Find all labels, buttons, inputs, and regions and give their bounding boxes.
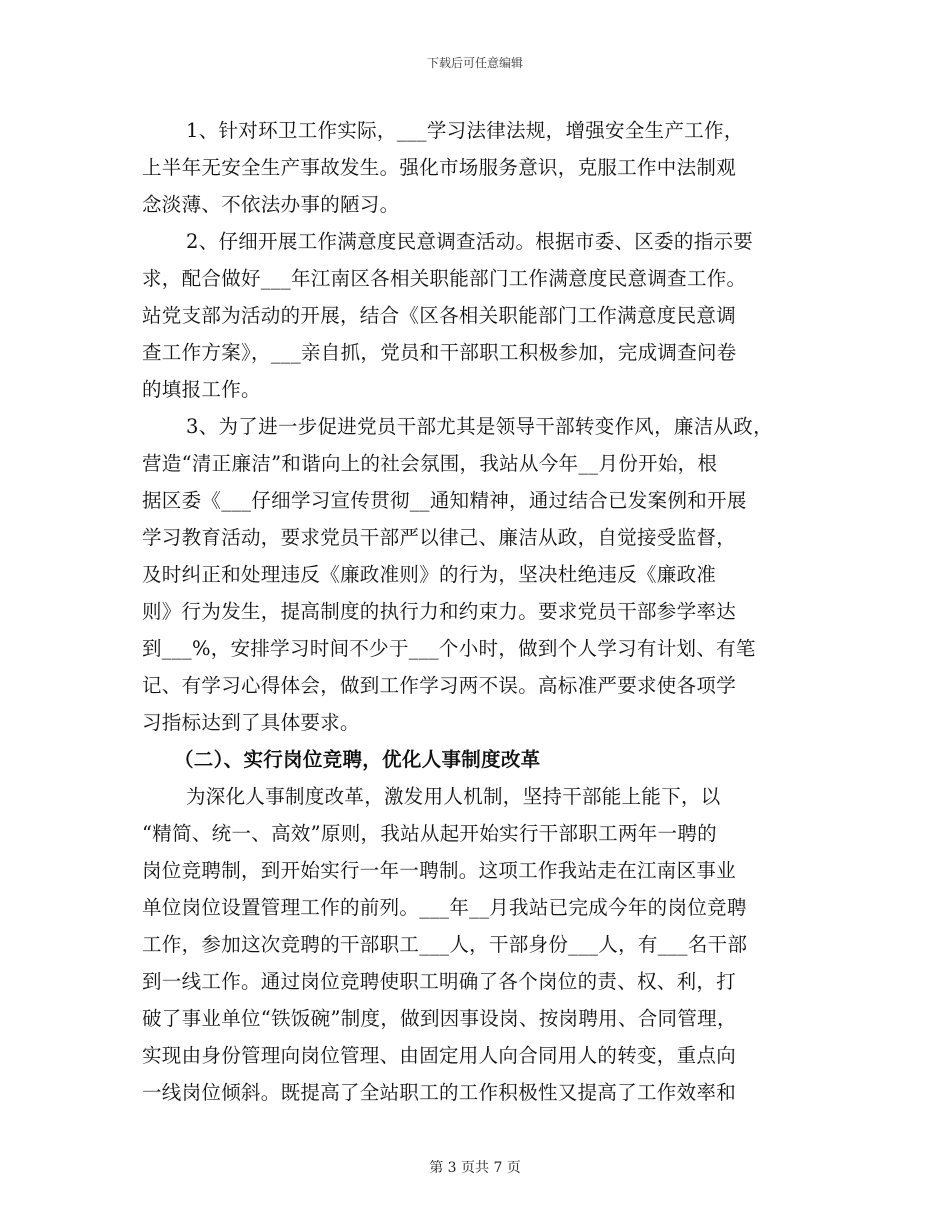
text-line: 营造“清正廉洁”和谐向上的社会氛围，我站从今年__月份开始，根: [142, 452, 718, 475]
text-line: 学习教育活动，要求党员干部严以律己、廉洁从政，自觉接受监督，: [142, 526, 737, 549]
text-line: 的填报工作。: [142, 378, 261, 401]
text-line: 1、针对环卫工作实际，___学习法律法规，增强安全生产工作，: [186, 119, 744, 142]
text-line: 破了事业单位“铁饭碗”制度，做到因事设岗、按岗聘用、合同管理，: [142, 1007, 737, 1030]
text-line: 记、有学习心得体会，做到工作学习两不误。高标准严要求使各项学: [142, 674, 737, 697]
text-line: 3、为了进一步促进党员干部尤其是领导干部转变作风，廉洁从政，: [186, 415, 773, 438]
text-line: 单位岗位设置管理工作的前列。___年__月我站已完成今年的岗位竞聘: [142, 896, 747, 919]
text-line: 据区委《___仔细学习宣传贯彻__通知精神，通过结合已发案例和开展: [142, 489, 747, 512]
text-line: 2、仔细开展工作满意度民意调查活动。根据市委、区委的指示要: [186, 230, 754, 253]
page-header: 下载后可任意编辑: [426, 56, 523, 70]
text-line: 及时纠正和处理违反《廉政准则》的行为，坚决杜绝违反《廉政准: [142, 563, 717, 586]
text-line: 实现由身份管理向岗位管理、由固定用人向合同用人的转变，重点向: [142, 1044, 737, 1067]
section-heading: （二）、实行岗位竞聘，优化人事制度改革: [174, 748, 541, 771]
text-line: 为深化人事制度改革，激发用人机制，坚持干部能上能下，以: [186, 785, 721, 808]
text-line: 则》行为发生，提高制度的执行力和约束力。要求党员干部参学率达: [142, 600, 737, 623]
text-line: 一线岗位倾斜。既提高了全站职工的工作积极性又提高了工作效率和: [142, 1081, 737, 1104]
text-line: 习指标达到了具体要求。: [142, 711, 360, 734]
document-body: [142, 112, 832, 1111]
text-line: 到一线工作。通过岗位竞聘使职工明确了各个岗位的责、权、利，打: [142, 970, 737, 993]
text-line: 岗位竞聘制，到开始实行一年一聘制。这项工作我站走在江南区事业: [142, 859, 737, 882]
text-line: 念淡薄、不依法办事的陋习。: [142, 193, 400, 216]
page-footer: 第 3 页共 7 页: [429, 1160, 521, 1176]
text-line: 到___%，安排学习时间不少于___个小时，做到个人学习有计划、有笔: [142, 637, 756, 660]
text-line: “精简、统一、高效”原则，我站从起开始实行干部职工两年一聘的: [142, 822, 717, 845]
text-line: 求，配合做好___年江南区各相关职能部门工作满意度民意调查工作。: [142, 267, 747, 290]
text-line: 上半年无安全生产事故发生。强化市场服务意识，克服工作中法制观: [142, 156, 737, 179]
text-line: 站党支部为活动的开展，结合《区各相关职能部门工作满意度民意调: [142, 304, 737, 327]
text-line: 工作，参加这次竞聘的干部职工___人，干部身份___人，有___名干部: [142, 933, 748, 956]
text-line: 查工作方案》，___亲自抓，党员和干部职工积极参加，完成调查问卷: [142, 341, 737, 364]
